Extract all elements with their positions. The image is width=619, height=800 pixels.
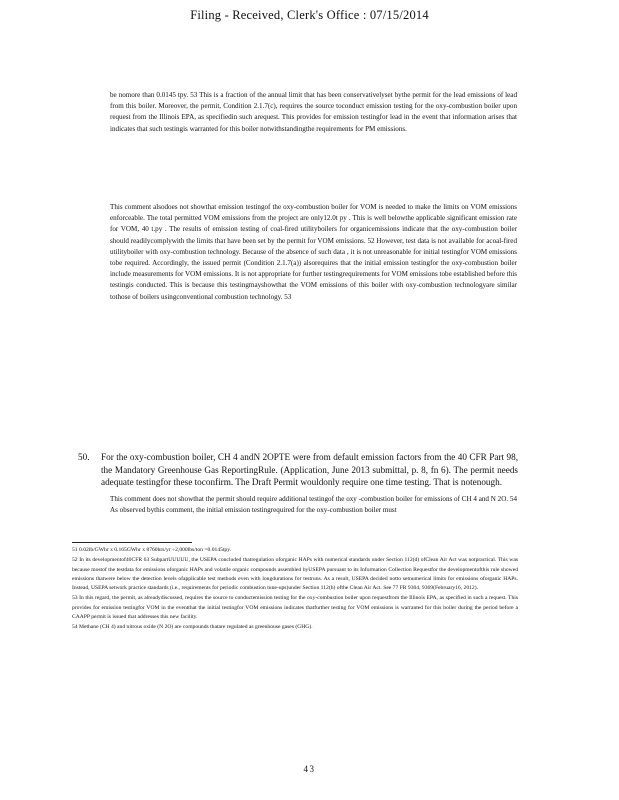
comment-number: 50. [78, 452, 90, 462]
paragraph-text: This comment does not showthat the permit should require additional testingof the oxy -combustion boiler for emissions of CH 4 and N 2O. 54 As observed bythis comment, the initial emission testingrequired for the oxy-combustion boiler must [110, 495, 517, 515]
footnote-53: 53 In this regard, the permit, as alreadydiscussed, requires the source to conductemission testing for the oxy-combustion boiler upon requestfrom the Illinois EPA, as specified in such a request. This provides for emission testingfor VOM in the eventthat the initial testingfor VOM emissions indicates thatfurther testing for VOM emissions is warranted for this boiler during the period before a CAAPP permit is issued that addresses this new facility. [72, 595, 518, 621]
footnote-51: 51 0.02lb/GWhr x 0.165GWhr x 8760hrs/yr ÷2,000lbs/ton =0.0145tpy. [72, 547, 232, 553]
page-number: 43 [303, 764, 316, 774]
paragraph-text: This comment alsodoes not showthat emission testingof the oxy-combustion boiler for VOM is needed to make the limits on VOM emissions enforceable. The total permitted VOM emissions from the project are only12.0t py . This is well belowthe applicable significant emission rate for VOM, 40 t.py . The results of emission testing of coal-fired utilityboilers for organicemissions indicate that the oxy-combustion boiler should readilycomplywith the limits that have been set by the permit for VOM emissions. 52 However, test data is not available for acoal-fired utilityboiler with oxy-combustion technology. Because of the absence of such data , it is not unreasonable for initial testingfor VOM emissions tobe required. Accordingly, the issued permit (Condition 2.1.7(a)) alsorequires that the initial emission testingfor the oxy-combustion boiler include measurements for VOM emissions. It is not appropriate for further testingrequirements for VOM emissions tobe established before this testingis conducted. This is because this testingmayshowthat the VOM emissions of this boiler with oxy-combustion technologyare similar tothose of boilers usingconventional combustion technology. 53 [110, 203, 517, 301]
paragraph-vom-emissions [110, 202, 517, 303]
comment-text: For the oxy-combustion boiler, CH 4 andN 2OPTE were from default emission factors from the 40 CFR Part 98, the Mandatory Greenhouse Gas ReportingRule. (Application, June 2013 submittal, p. 8, fn 6). The permit needs adequate testingfor these toconfirm. The Draft Permit wouldonly require one time testing. That is notenough. [101, 452, 518, 488]
numbered-comment-50 [78, 451, 518, 489]
footnote-54: 54 Methane (CH 4) and nitrous oxide (N 2O) are compounds thatare regulated as greenhouse gases (GHG). [72, 624, 313, 631]
paragraph-text: be nomore than 0.0145 tpy. 53 This is a fraction of the annual limit that has been conservativelyset bythe permit for the lead emissions of lead from this boiler. Moreover, the permit, Condition 2.1.7(c), requires the source toconduct emission testing for the oxy-combustion boiler upon request from the Illinois EPA, as specifiedin such arequest. This provides for emission testingfor lead in the event that information arises that indicates that such testingis warranted for this boiler notwithstandingthe requirements for PM emissions. [110, 91, 517, 133]
paragraph-lead-emissions [110, 90, 517, 135]
footnote-52: 52 In its developmentof40CFR 63 SubpartUUUUU, the USEPA concluded thatregulation oforganic HAPs with numerical standards under Section 112(d) ofClean Air Act was notpractical. This was because mostof the testdata for emissions oforganic HAPs and volatile organic compounds assembled byUSEPA pursuant to its Information Collection Requestfor the developmentofthis rule showed emissions thatwere below the detection levels ofapplicable test methods even with longdurations for testruns. As a result, USEPA decided notto setnumerical limits for emissions oforganic HAPs. Instead, USEPA setwork practice standards (i.e., requirements for periodic combustion tune-ups)under Section 112(h) ofthe Clean Air Act. See 77 FR 9304, 9369(February16, 2012). [72, 557, 518, 592]
paragraph-ghg-response [110, 494, 517, 516]
filing-header: Filing - Received, Clerk's Office : 07/15/2014 [190, 8, 429, 22]
footnotes [72, 546, 518, 634]
footnote-separator [72, 542, 192, 543]
